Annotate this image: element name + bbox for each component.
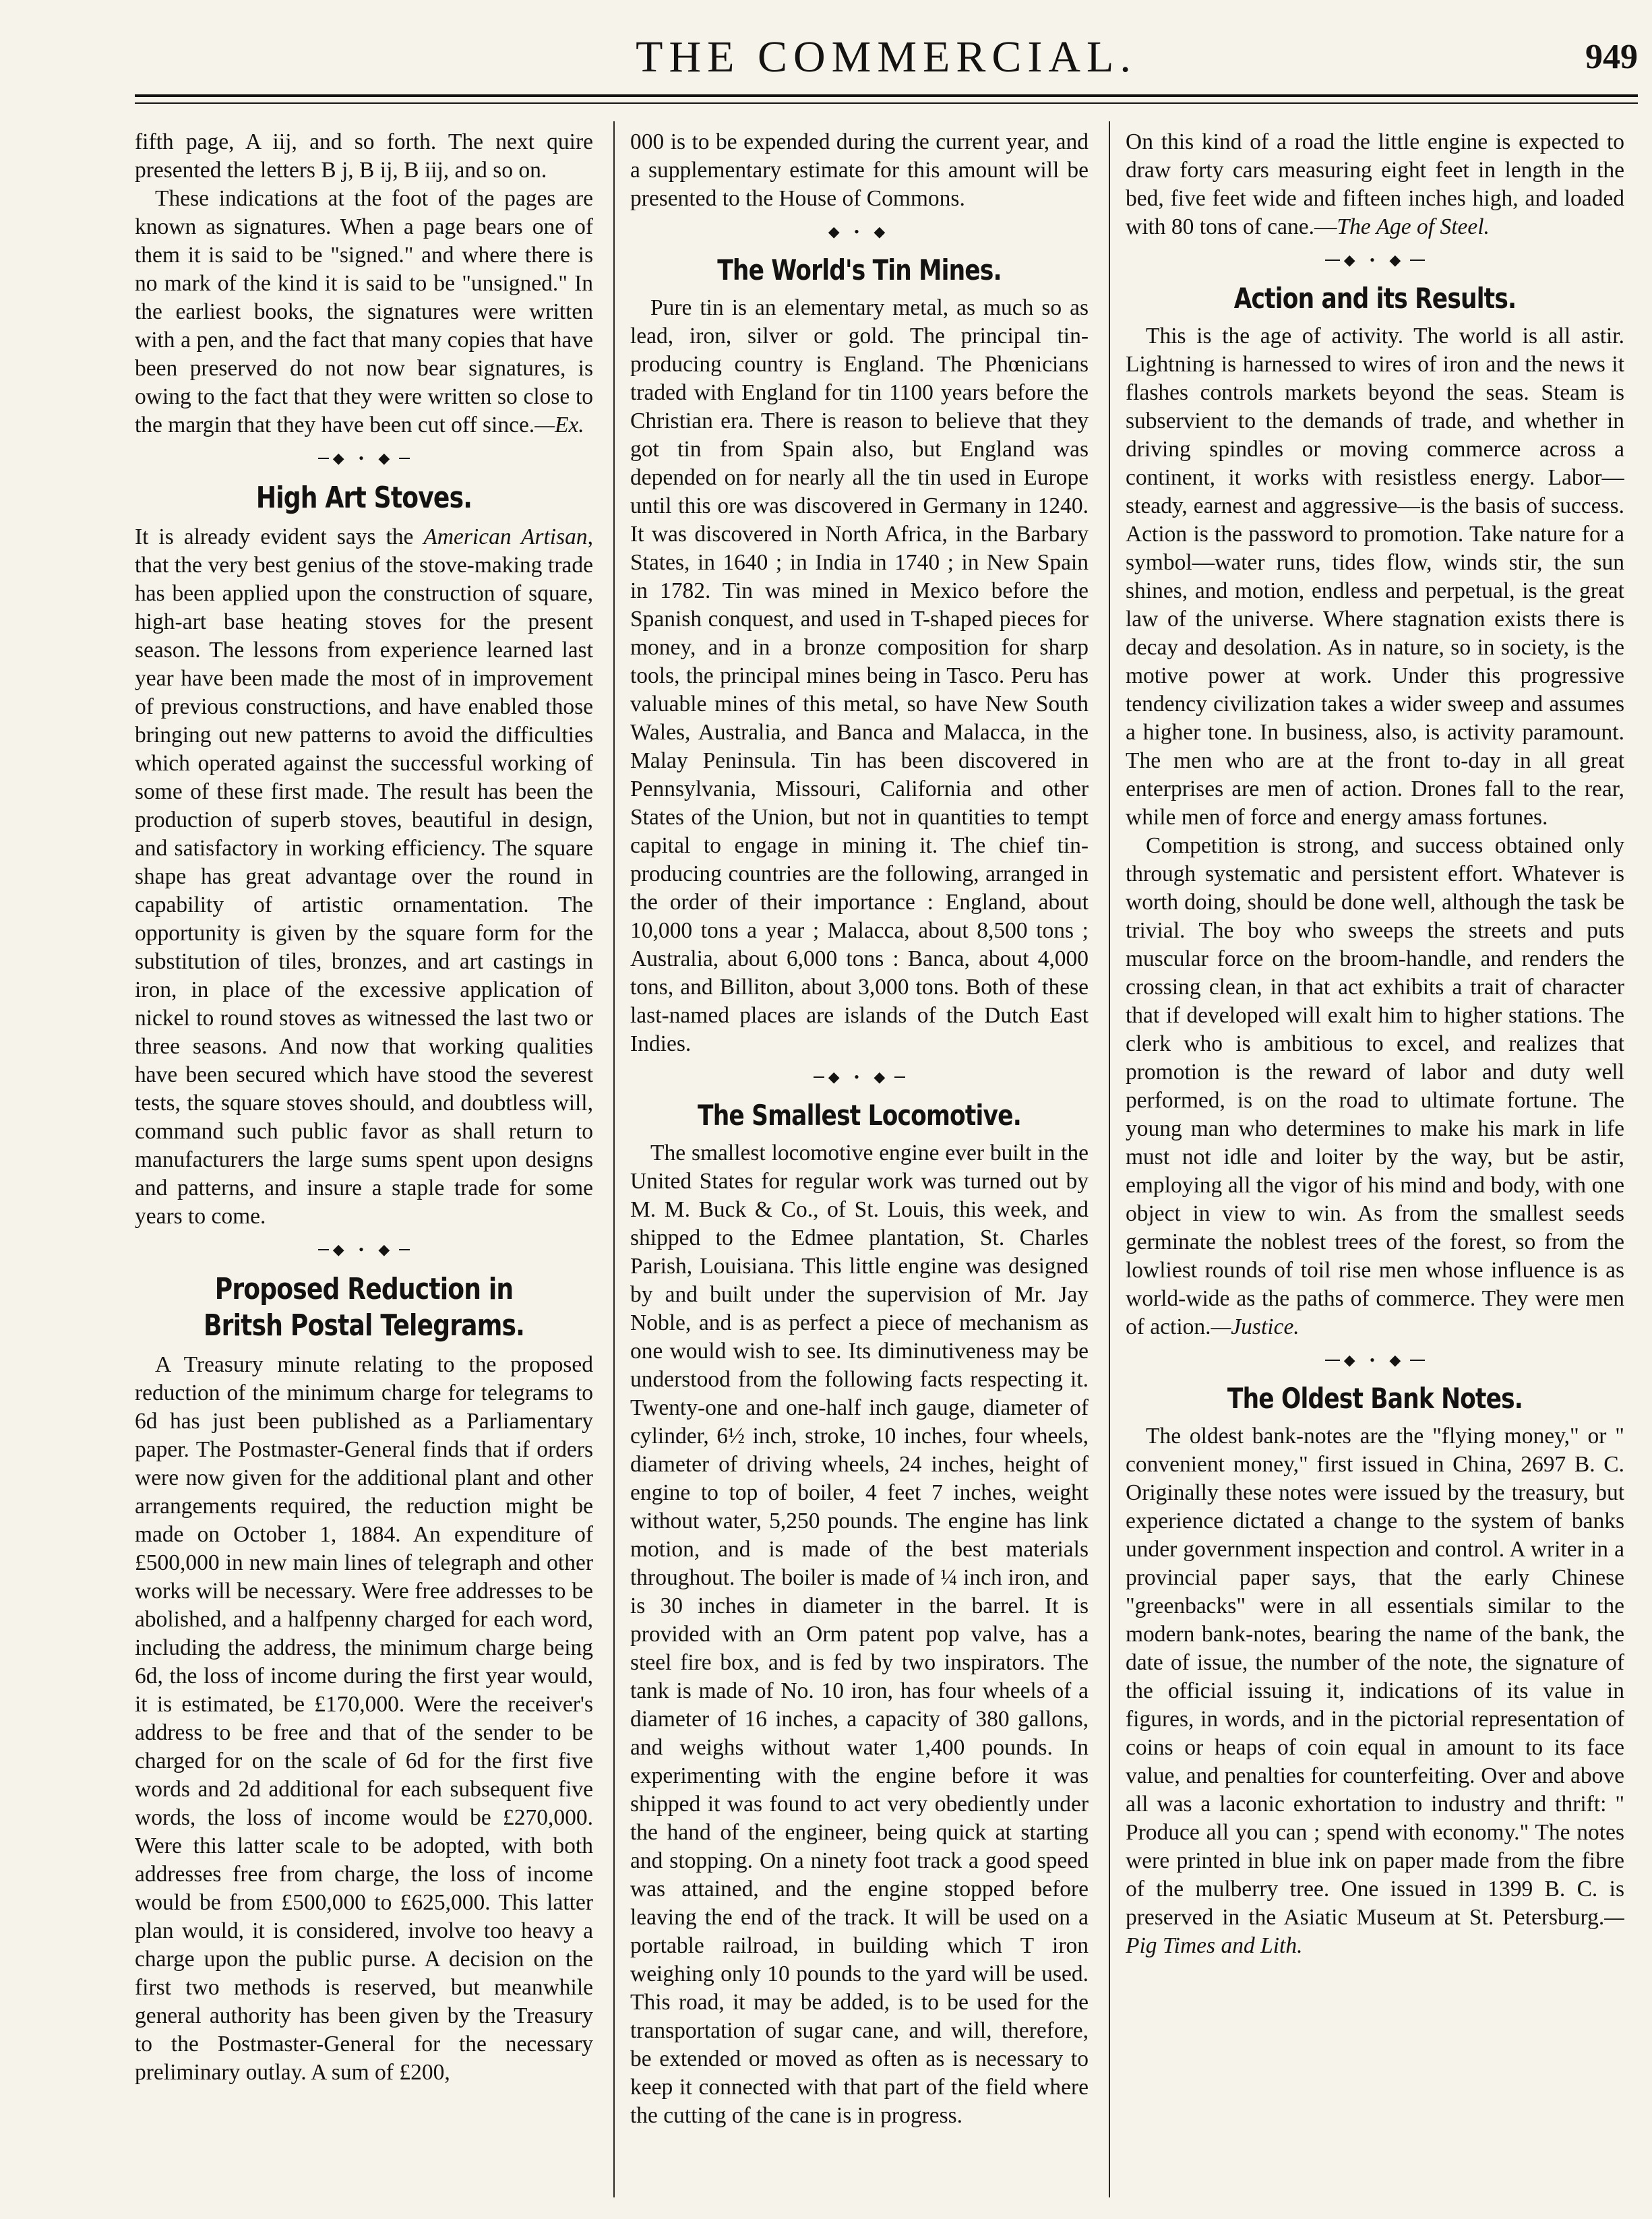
column-1 <box>135 128 593 2191</box>
header-rule-thick <box>135 94 1638 97</box>
section-divider <box>630 220 1089 244</box>
ornament: ◆ • ◆ <box>1340 251 1411 268</box>
column-2 <box>630 128 1089 2191</box>
paragraph: The smallest locomotive engine ever built in the United States for regular work was turned out by M. M. Buck & Co., of St. Louis, this week, and shipped to the Edmee plantation, St. Charles Parish, Louisiana. This little engine was designed by and built under the supervision of Mr. Jay Noble, and is as perfect a piece of mechanism as one would wish to see. Its diminutiveness may be understood from the following facts respecting it. Twenty-one and one-half inch gauge, diameter of cylinder, 6½ inch, stroke, 10 inches, four wheels, diameter of driving wheels, 24 inches, height of engine to top of boiler, 4 feet 7 inches, weight without water, 5,250 pounds. The engine has link motion, and is made of the best materials throughout. The boiler is made of ¼ inch iron, and is 30 inches in diameter in the barrel. It is provided with an Orm patent pop valve, has a steel fire box, and is fed by two inspirators. The tank is made of No. 10 iron, has four wheels of a diameter of 16 inches, a capacity of 380 gallons, and weighs without water 1,400 pounds. In experimenting with the engine before it was shipped it was found to act very obediently under the hand of the engineer, being quick at starting and stopping. On a ninety foot track a good speed was attained, and the engine stopped before leaving the end of the track. It will be used on a portable railroad, in building which T iron weighing only 10 pounds to the yard will be used. This road, it may be added, is to be used for the transportation of sugar cane, and will, therefore, be extended or moved as often as is necessary to keep it connected with that part of the field where the cutting of the cane is in progress. <box>630 1141 1089 2128</box>
ornament: ◆ • ◆ <box>329 450 400 466</box>
publication-name: American Artisan <box>423 524 588 549</box>
section-divider <box>1126 1348 1624 1372</box>
paragraph <box>1126 832 1624 1341</box>
section-divider <box>135 1238 593 1262</box>
paragraph <box>1126 1422 1624 1960</box>
source-credit: —Ex. <box>534 413 584 437</box>
paragraph-text: It is already evident says the <box>135 524 424 549</box>
paragraph-text: , that the very best genius of the stove-making trade has been applied upon the construction of square, high-art base heating stoves for the present season. The lessons from experience learned last year have been made the most of in improvement of previous constructions, and have enabled those bringing out new patterns to avoid the difficulties which operated against the successful working of some of these first made. The result has been the production of superb stoves, beautiful in design, and satisfactory in working efficiency. The square shape has great advantage over the round in capability of artistic ornamentation. The opportunity is given by the square form for the substitution of tiles, bronzes, and art castings in iron, in place of the excessive application of nickel to round stoves as witnessed the last two or three seasons. And now that working qualities have been secured which have stood the severest tests, the square stoves should, and doubtless will, command such public favor as shall return to manufacturers the large sums spent upon designs and patterns, and insure a staple trade for some years to come. <box>135 524 593 1229</box>
paragraph <box>135 523 593 1231</box>
paragraph <box>1126 128 1624 241</box>
paragraph-text: The oldest bank-notes are the "flying money," or " convenient money," first issued in China, 2697 B. C. Originally these notes were issued by the treasury, but experience dictated a change to the system of banks under government inspection and control. A writer in a provincial paper says, that the early Chinese "greenbacks" were in all essentials similar to the modern bank-notes, bearing the name of the bank, the date of issue, the number of the note, the signature of the official issuing it, indications of its value in figures, in words, and in the pictorial representation of coins or heaps of coin equal in amount to its face value, and penalties for counterfeiting. Over and above all was a laconic exhortation to industry and thrift: " Produce all you can ; spend with economy." The notes were printed in blue ink on paper made from the fibre of the mulberry tree. One issued in 1399 B. C. is preserved in the Asiatic Museum at St. Petersburg. <box>1126 1424 1624 1930</box>
article-heading: Action and its Results. <box>1233 282 1517 315</box>
paragraph: A Treasury minute relating to the proposed reduction of the minimum charge for telegrams to 6d has just been published as a Parliamentary paper. The Postmaster-General finds that if orders were now given for the additional plant and other arrangements required, the reduction might be made on October 1, 1884. An expenditure of £500,000 in new main lines of telegraph and other works will be necessary. Were free addresses to be abolished, and a halfpenny charged for each word, including the address, the minimum charge being 6d, the loss of income during the first year would, it is estimated, be £170,000. Were the receiver's address to be free and that of the sender to be charged for on the scale of 6d for the first five words and 2d additional for each subsequent five words, the loss of income would be £270,000. Were this latter scale to be adopted, with both addresses free from charge, the loss of income would be from £500,000 to £625,000. This latter plan would, it is considered, involve too heavy a charge upon the public purse. A decision on the first two methods is reserved, but meanwhile general authority has been given by the Treasury to the Postmaster-General for the necessary preliminary outlay. A sum of £200, <box>135 1352 593 2085</box>
ornament: ◆ • ◆ <box>824 223 895 240</box>
section-divider <box>135 446 593 470</box>
article-heading: High Art Stoves. <box>255 481 472 515</box>
article-heading: The World's Tin Mines. <box>717 253 1002 286</box>
ornament: ◆ • ◆ <box>824 1068 895 1085</box>
column-3 <box>1126 128 1624 2191</box>
paragraph: Pure tin is an elementary metal, as much so as lead, iron, silver or gold. The principal tin-producing country is England. The Phœnicians traded with England for tin 1100 years before the Christian era. There is reason to believe that they got tin from Spain also, but England was depended on for nearly all the tin used in Europe until this ore was discovered in Germany in 1240. It was discovered in North Africa, in the Barbary States, in 1640 ; in India in 1740 ; in New Spain in 1782. Tin was mined in Mexico before the Spanish conquest, and used in T-shaped pieces for money, and in a bronze composition for sharp tools, the principal mines being in Tasco. Peru has valuable mines of this metal, so have New South Wales, Australia, and Banca and Malacca, in the Malay Peninsula. Tin has been discovered in Pennsylvania, Missouri, California and other States of the Union, but not in quantities to tempt capital to engage in mining it. The chief tin-producing countries are the following, arranged in the order of their importance : England, about 10,000 tons a year ; Malacca, about 8,500 tons ; Australia, about 6,000 tons : Banca, about 4,000 tons, and Billiton, about 3,000 tons. Both of these last-named places are islands of the Dutch East Indies. <box>630 295 1089 1056</box>
section-divider <box>630 1065 1089 1089</box>
paragraph-text: Competition is strong, and success obtained only through systematic and persistent effort. Whatever is worth doing, should be done well, although the task be trivial. The boy who sweeps the streets and puts muscular force on the broom-handle, and renders the crossing clean, in that act exhibits a trait of character that if developed will exalt him to higher stations. The clerk who is ambitious to excel, and realizes that promotion is the reward of labor and duty well performed, is on the road to ultimate fortune. The young man who determines to make his mark in life must not idle and loiter by the way, but be astir, employing all the vigor of his mind and body, with one object in view to win. As from the smallest seeds germinate the noblest trees of the forest, so from the lowliest rounds of toil rise men whose influence is as world-wide as the paths of commerce. They were men of action. <box>1126 833 1624 1339</box>
column-divider <box>613 121 615 2197</box>
paragraph-text: On this kind of a road the little engine is expected to draw forty cars measuring eight feet in length in the bed, five feet wide and fifteen inches high, and loaded with 80 tons of cane.— <box>1126 129 1624 239</box>
paragraph: 000 is to be expended during the current year, and a supplementary estimate for this amount will be presented to the House of Commons. <box>630 129 1089 211</box>
newspaper-title: THE COMMERCIAL. <box>636 32 1137 82</box>
ornament: ◆ • ◆ <box>1340 1351 1411 1368</box>
paragraph <box>135 185 593 439</box>
source-credit: The Age of Steel. <box>1337 214 1490 239</box>
ornament: ◆ • ◆ <box>329 1241 400 1258</box>
page-number: 949 <box>1585 38 1638 76</box>
header-rule-thin <box>135 102 1638 104</box>
paragraph: This is the age of activity. The world is all astir. Lightning is harnessed to wires of iron and the news it flashes controls markets beyond the seas. Steam is subservient to the demands of trade, and whether in driving spindles or moving commerce across a continent, it works with resistless energy. Labor—steady, earnest and aggressive—is the basis of success. Action is the password to promotion. Take nature for a symbol—water runs, tides flow, winds stir, the sun shines, and motion, endless and perpetual, is the great law of the universe. Where stagnation exists there is decay and desolation. As in nature, so in society, is the motive power at work. Under this progressive tendency civilization takes a wider sweep and assumes a higher tone. In business, also, is activity paramount. The men who are at the front to-day in all great enterprises are men of action. Drones fall to the rear, while men of force and energy amass fortunes. <box>1126 324 1624 830</box>
source-credit: —Pig Times and Lith. <box>1126 1905 1624 1958</box>
article-heading: The Oldest Bank Notes. <box>1227 1382 1523 1415</box>
column-divider <box>1109 121 1110 2197</box>
source-credit: —Justice. <box>1211 1314 1299 1339</box>
paragraph: fifth page, A iij, and so forth. The next quire presented the letters B j, B ij, B iij, and so on. <box>135 129 593 183</box>
paragraph-text: These indications at the foot of the pages are known as signatures. When a page bears one of them it is said to be "signed." and where there is no mark of the kind it is said to be "unsigned." In the earliest books, the signatures were written with a pen, and the fact that many copies that have been preserved do not now bear signatures, is owing to the fact that they were written so close to the margin that they have been cut off since. <box>135 186 593 437</box>
article-heading: The Smallest Locomotive. <box>698 1099 1021 1132</box>
section-divider <box>1126 248 1624 272</box>
article-heading: Proposed Reduction in Britsh Postal Telegrams. <box>203 1272 525 1343</box>
masthead <box>135 27 1638 88</box>
